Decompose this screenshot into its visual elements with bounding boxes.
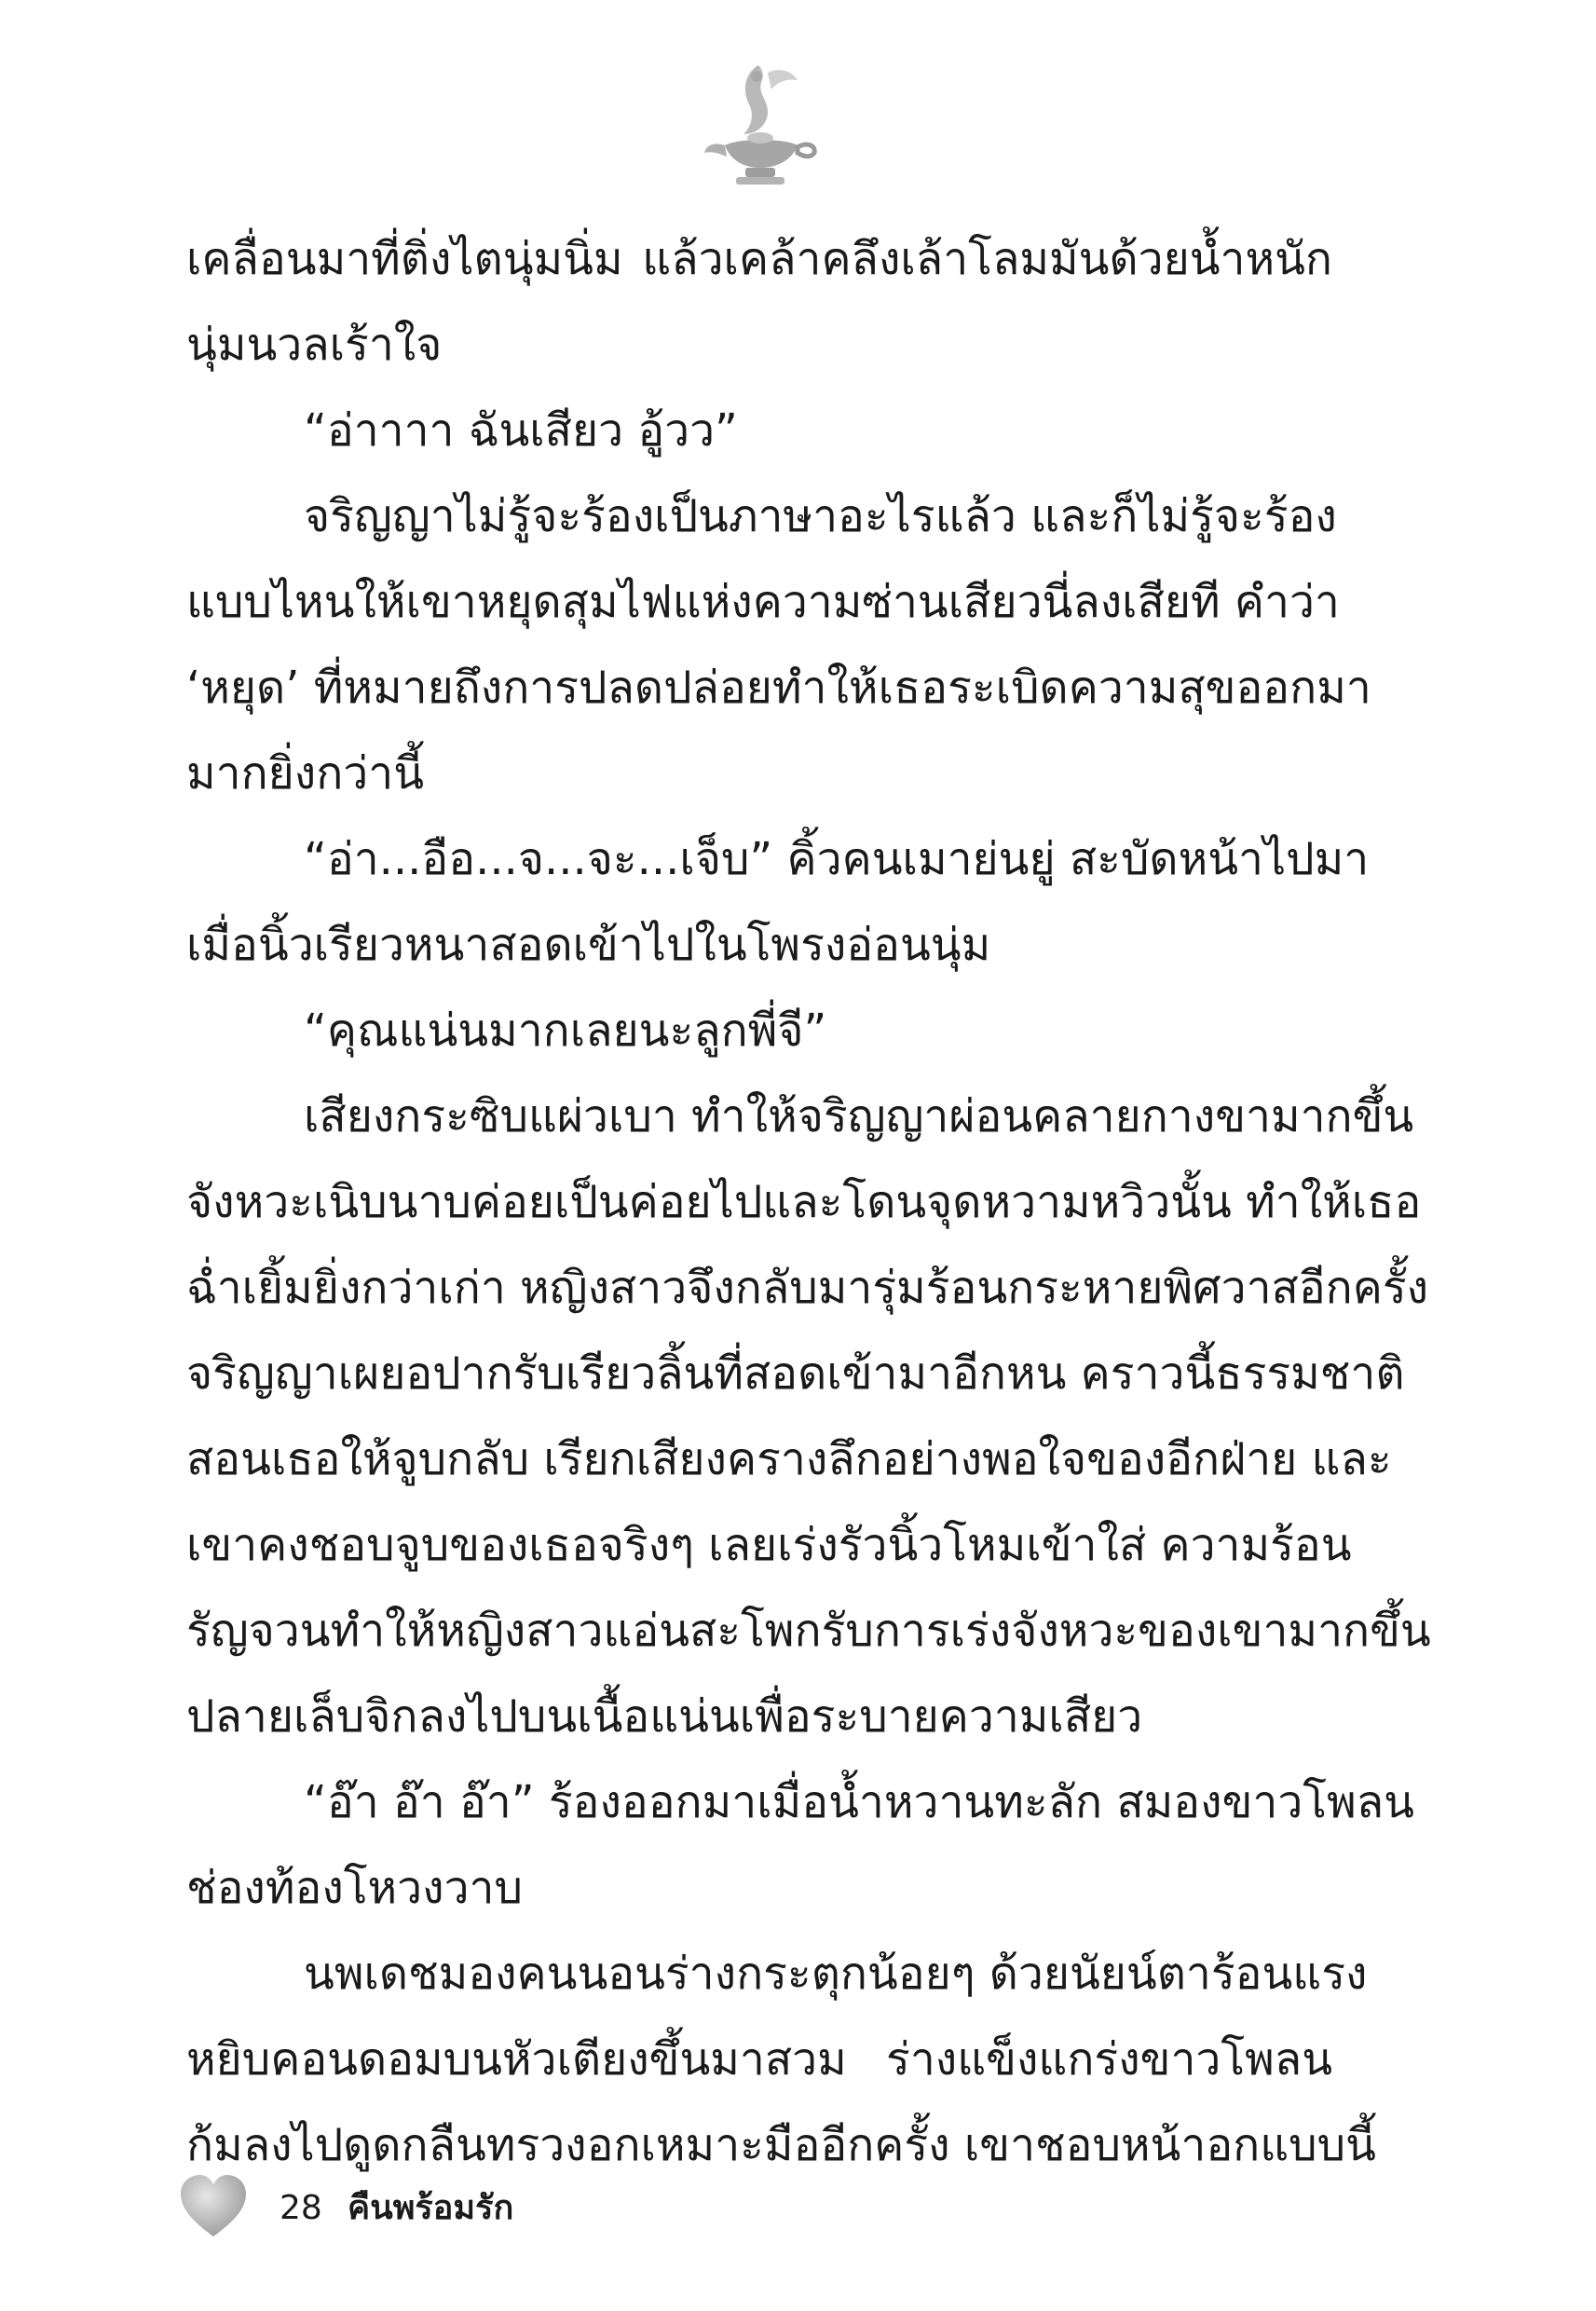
- text-line: “อ่าาาา ฉันเสียว อู้วว”: [304, 404, 738, 457]
- text-line: เคลื่อนมาที่ติ่งไตนุ่มนิ่ม แล้วเคล้าคลึงเล้าโลมมันด้วยน้ำหนัก: [186, 233, 1332, 285]
- text-line: ฉ่ำเยิ้มยิ่งกว่าเก่า หญิงสาวจึงกลับมารุ่มร้อนกระหายพิศวาสอีกครั้ง: [186, 1262, 1429, 1314]
- heart-icon: [177, 2173, 250, 2240]
- page-number: 28: [280, 2189, 322, 2227]
- text-line: ‘หยุด’ ที่หมายถึงการปลดปล่อยทำให้เธอระเบิดความสุขออกมา: [186, 662, 1371, 714]
- text-line: จริญญาไม่รู้จะร้องเป็นภาษาอะไรแล้ว และก็ไม่รู้จะร้อง: [304, 490, 1337, 542]
- text-line: สอนเธอให้จูบกลับ เรียกเสียงครางลึกอย่างพอใจของอีกฝ่าย และ: [186, 1433, 1392, 1485]
- text-line: “อ่า...อือ...จ...จะ...เจ็บ” คิ้วคนเมาย่นยู่ สะบัดหน้าไปมา: [304, 833, 1370, 885]
- text-line: เมื่อนิ้วเรียวหนาสอดเข้าไปในโพรงอ่อนนุ่ม: [186, 919, 991, 971]
- text-line: นพเดชมองคนนอนร่างกระตุกน้อยๆ ด้วยนัยน์ตาร้อนแรง: [304, 1948, 1368, 2000]
- text-line: เขาคงชอบจูบของเธอจริงๆ เลยเร่งรัวนิ้วโหมเข้าใส่ ความร้อน: [186, 1519, 1352, 1571]
- text-line: ก้มลงไปดูดกลืนทรวงอกเหมาะมืออีกครั้ง เขาชอบหน้าอกแบบนี้: [186, 2119, 1376, 2171]
- text-line: หยิบคอนดอมบนหัวเตียงขึ้นมาสวม ร่างแข็งแกร่งขาวโพลน: [186, 2033, 1332, 2085]
- text-line: ช่องท้องโหวงวาบ: [186, 1862, 523, 1914]
- text-line: “คุณแน่นมากเลยนะลูกพี่จี”: [304, 1005, 827, 1057]
- text-line: เสียงกระซิบแผ่วเบา ทำให้จริญญาผ่อนคลายกางขามากขึ้น: [304, 1090, 1414, 1142]
- text-line: “อ๊า อ๊า อ๊า” ร้องออกมาเมื่อน้ำหวานทะลัก สมองขาวโพลน: [304, 1776, 1414, 1828]
- text-line: มากยิ่งกว่านี้: [186, 747, 424, 800]
- text-line: นุ่มนวลเร้าใจ: [186, 319, 443, 371]
- text-line: รัญจวนทำให้หญิงสาวแอ่นสะโพกรับการเร่งจังหวะของเขามากขึ้น: [186, 1605, 1431, 1657]
- genie-lamp-icon: [701, 56, 822, 196]
- text-line: จริญญาเผยอปากรับเรียวลิ้นที่สอดเข้ามาอีกหน คราวนี้ธรรมชาติ: [186, 1347, 1405, 1400]
- text-line: แบบไหนให้เขาหยุดสุมไฟแห่งความซ่านเสียวนี่ลงเสียที คำว่า: [186, 576, 1340, 628]
- text-line: ปลายเล็บจิกลงไปบนเนื้อแน่นเพื่อระบายความเสียว: [186, 1690, 1143, 1743]
- body-text: [186, 216, 1431, 2188]
- text-line: จังหวะเนิบนาบค่อยเป็นค่อยไปและโดนจุดหวามหวิวนั้น ทำให้เธอ: [186, 1176, 1422, 1228]
- book-title: คืนพร้อมรัก: [348, 2189, 514, 2227]
